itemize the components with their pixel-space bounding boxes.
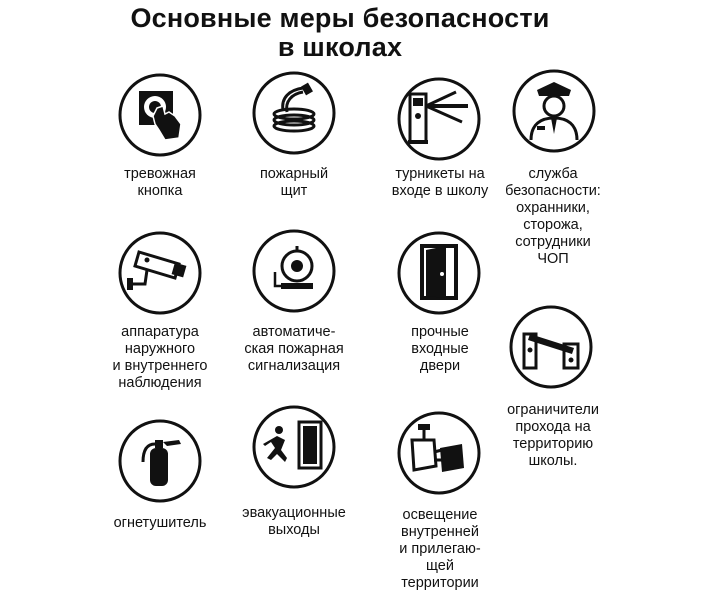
caption-alarm-button: тревожная кнопка xyxy=(124,166,196,199)
turnstile-icon xyxy=(396,76,482,162)
caption-fire-extinguisher: огнетушитель xyxy=(113,515,207,531)
caption-security-guard: служба безопасности: охранники, сторожа, сотрудники ЧОП xyxy=(505,166,601,267)
caption-barrier-gate: ограничители прохода на территорию школы. xyxy=(507,402,599,469)
surveillance-camera-icon xyxy=(117,230,203,316)
floodlight-icon xyxy=(396,410,482,496)
fire-alarm-bell-icon xyxy=(251,228,337,314)
emergency-exit-icon xyxy=(251,404,337,490)
caption-surveillance-camera: аппаратура наружного и внутреннего наблюдения xyxy=(112,324,208,391)
title-line-2: в школах xyxy=(277,32,403,62)
caption-fire-hose: пожарный щит xyxy=(259,166,329,199)
alarm-button-icon xyxy=(117,72,203,158)
caption-floodlight: освещение внутренней и прилегаю- щей территории xyxy=(399,507,481,591)
security-guard-icon xyxy=(511,68,597,154)
fire-extinguisher-icon xyxy=(117,418,203,504)
page-title xyxy=(0,4,680,62)
fire-hose-icon xyxy=(251,70,337,156)
title-line-1: Основные меры безопасности xyxy=(130,3,550,33)
caption-door: прочные входные двери xyxy=(411,324,469,374)
door-icon xyxy=(396,230,482,316)
caption-emergency-exit: эвакуационные выходы xyxy=(242,505,346,538)
barrier-gate-icon xyxy=(508,304,594,390)
caption-turnstile: турникеты на входе в школу xyxy=(391,166,489,199)
caption-fire-alarm: автоматиче- ская пожарная сигнализация xyxy=(244,324,344,374)
